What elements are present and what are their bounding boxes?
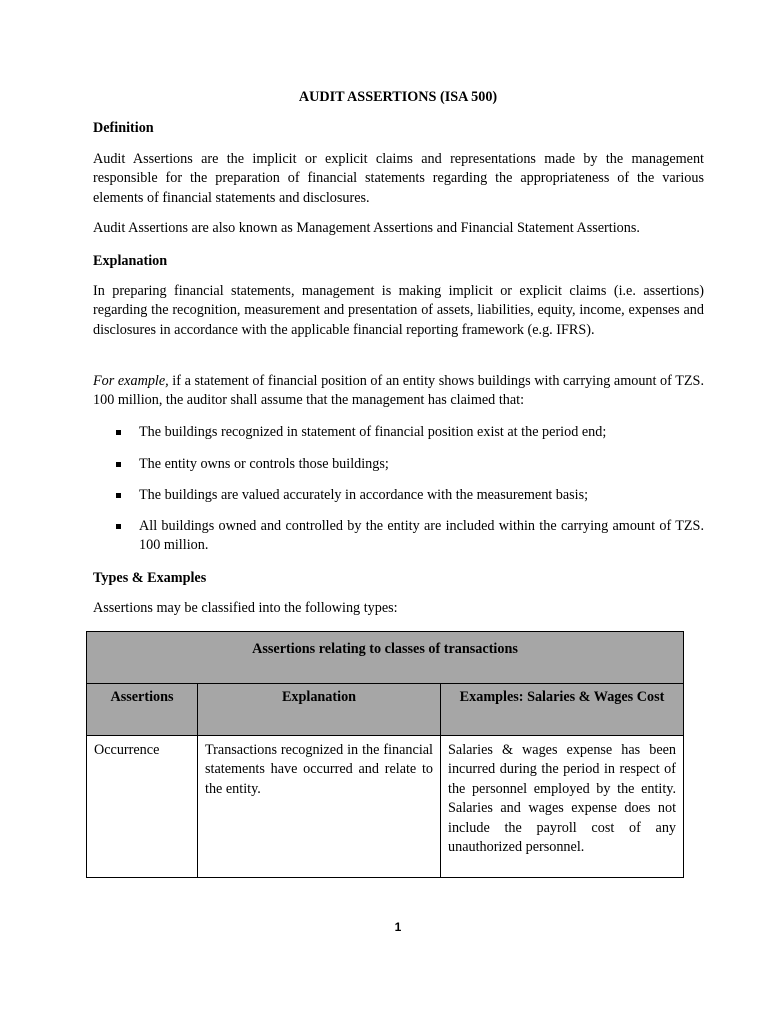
list-item-text: All buildings owned and controlled by the entity are included within the carrying amount of TZS. 100 million. (139, 518, 704, 554)
page-number: 1 (394, 920, 402, 934)
assertions-table (86, 631, 684, 878)
cell-assertion: Occurrence (87, 736, 198, 878)
cell-example: Salaries & wages expense has been incurred during the period in respect of the personnel employed by the entity. Salaries and wages expense does not include the payroll cost of any unauthorized personnel. (441, 736, 684, 878)
explanation-heading: Explanation (93, 253, 168, 269)
column-header-examples: Examples: Salaries & Wages Cost (441, 684, 684, 736)
square-bullet-icon (116, 524, 121, 529)
list-item (93, 423, 704, 442)
table-row (87, 736, 684, 878)
column-header-explanation: Explanation (198, 684, 441, 736)
list-item (93, 455, 704, 474)
types-intro: Assertions may be classified into the following types: (93, 600, 398, 616)
square-bullet-icon (116, 493, 121, 498)
types-heading: Types & Examples (93, 570, 207, 586)
explanation-paragraph: In preparing financial statements, management is making implicit or explicit claims (i.e. assertions) regarding the recognition, measurement and presentation of assets, liabilities, equity, income, expenses and disclosures in accordance with the applicable financial reporting framework (e.g. IFRS). (93, 283, 704, 338)
document-title: AUDIT ASSERTIONS (ISA 500) (298, 89, 498, 105)
column-header-assertions: Assertions (87, 684, 198, 736)
list-item-text: The buildings are valued accurately in accordance with the measurement basis; (139, 487, 589, 503)
list-item (93, 486, 704, 505)
example-paragraph (93, 372, 704, 411)
table-caption: Assertions relating to classes of transactions (87, 632, 684, 684)
square-bullet-icon (116, 430, 121, 435)
definition-heading: Definition (93, 120, 154, 136)
example-rest: if a statement of financial position of an entity shows buildings with carrying amount of TZS. 100 million, the auditor shall assume that the management has claimed that: (93, 373, 704, 409)
square-bullet-icon (116, 462, 121, 467)
example-lead: For example, (93, 373, 169, 389)
list-item (93, 517, 704, 556)
list-item-text: The buildings recognized in statement of financial position exist at the period end; (139, 424, 607, 440)
definition-aka-paragraph: Audit Assertions are also known as Management Assertions and Financial Statement Assertions. (93, 220, 640, 236)
definition-paragraph: Audit Assertions are the implicit or explicit claims and representations made by the management responsible for the preparation of financial statements regarding the appropriateness of the various elements of financial statements and disclosures. (93, 151, 704, 206)
cell-explanation: Transactions recognized in the financial statements have occurred and relate to the entity. (198, 736, 441, 878)
list-item-text: The entity owns or controls those buildings; (139, 456, 389, 472)
